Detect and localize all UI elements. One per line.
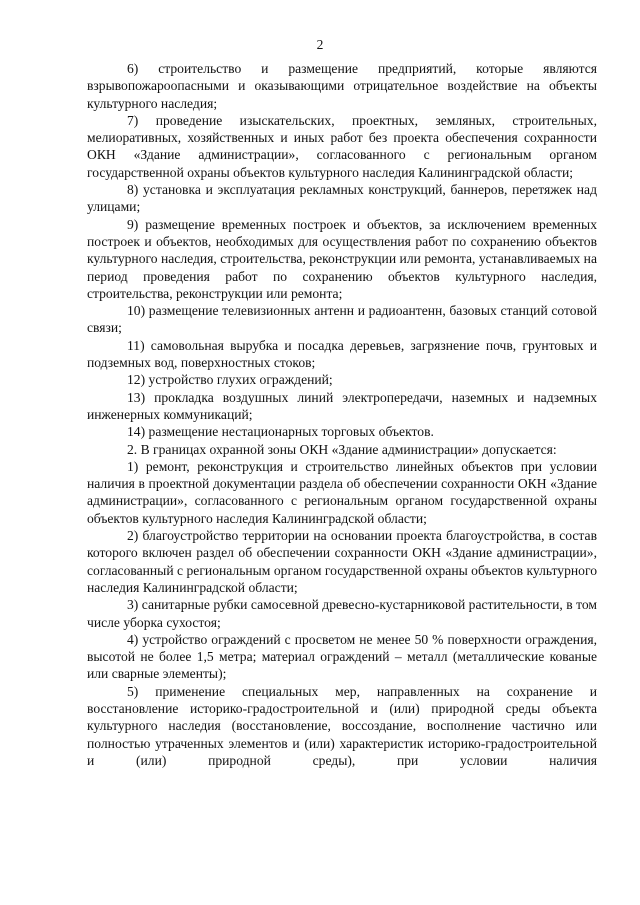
list-item-9: 9) размещение временных построек и объектов, за исключением временных построек и объектов, необходимых для осуществления работ по сохранению объектов культурного наследия, строительства, реконструкции или ремонта, устанавливаемых на период проведения работ по сохранению объектов культурного наследия, строительства, реконструкции или ремонта; — [87, 216, 597, 301]
allowed-item-4: 4) устройство ограждений с просветом не менее 50 % поверхности ограждения, высотой не более 1,5 метра; материал ограждений – металл (металлические кованые или сварные элементы); — [87, 631, 597, 682]
list-item-10: 10) размещение телевизионных антенн и радиоантенн, базовых станций сотовой связи; — [87, 303, 597, 336]
page-number: 2 — [316, 37, 324, 52]
section-2-heading: 2. В границах охранной зоны ОКН «Здание администрации» допускается: — [127, 441, 557, 457]
list-item-14: 14) размещение нестационарных торговых объектов. — [127, 424, 434, 440]
list-item-6: 6) строительство и размещение предприятий, которые являются взрывопожароопасными и оказывающими отрицательное воздействие на объекты культурного наследия; — [87, 61, 597, 111]
list-item-13: 13) прокладка воздушных линий электропередачи, наземных и надземных инженерных коммуникаций; — [87, 389, 597, 422]
allowed-item-5: 5) применение специальных мер, направленных на сохранение и восстановление историко-градостроительной и (или) природной среды объекта культурного наследия (восстановление, воссоздание, восполнение частично или полностью утраченных элементов и (или) характеристик историко-градостроительной и (или) природной среды), при условии наличия — [87, 683, 597, 768]
list-item-7: 7) проведение изыскательских, проектных, земляных, строительных, мелиоративных, хозяйственных и иных работ без проекта обеспечения сохранности ОКН «Здание администрации», согласованного с региональным органом государственной охраны объектов культурного наследия Калининградской области; — [87, 112, 597, 180]
document-body — [87, 60, 597, 769]
allowed-item-2: 2) благоустройство территории на основании проекта благоустройства, в состав которого включен раздел об обеспечении сохранности ОКН «Здание администрации», согласованный с региональным органом государственной охраны объектов культурного наследия Калининградской области; — [87, 528, 597, 595]
list-item-12: 12) устройство глухих ограждений; — [127, 372, 333, 388]
allowed-item-3: 3) санитарные рубки самосевной древесно-кустарниковой растительности, в том числе уборка сухостоя; — [87, 597, 597, 630]
allowed-item-1: 1) ремонт, реконструкция и строительство линейных объектов при условии наличия в проектной документации раздела об обеспечении сохранности ОКН «Здание администрации», согласованного с региональным органом государственной охраны объектов культурного наследия Калининградской области; — [87, 458, 597, 526]
list-item-11: 11) самовольная вырубка и посадка деревьев, загрязнение почв, грунтовых и подземных вод, поверхностных стоков; — [87, 337, 597, 371]
list-item-8: 8) установка и эксплуатация рекламных конструкций, баннеров, перетяжек над улицами; — [87, 182, 597, 215]
